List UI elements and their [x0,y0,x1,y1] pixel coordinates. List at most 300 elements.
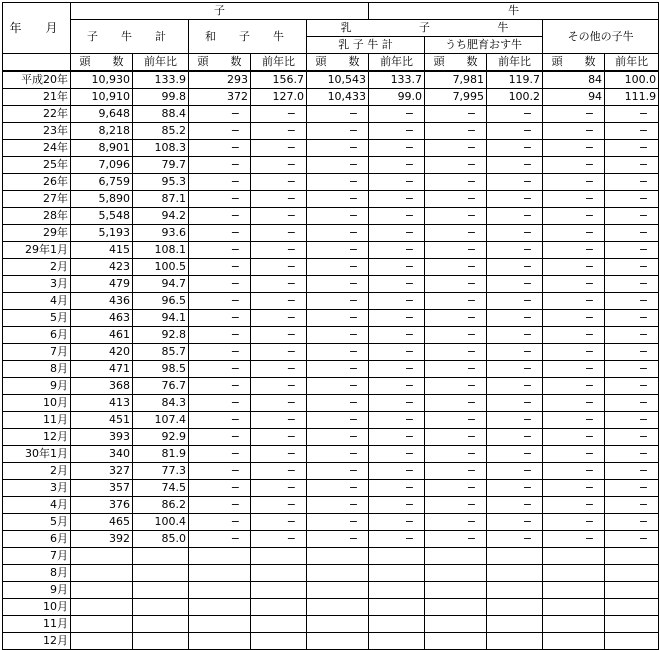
fattening-yoy-cell: − [487,327,543,344]
calf-count-cell: 423 [71,259,133,276]
dairy-yoy-cell: − [369,395,425,412]
calf-yoy-cell [133,565,189,582]
table-row [3,276,659,293]
period-cell: 6月 [3,531,71,548]
other-yoy-cell: − [605,157,659,174]
period-cell: 29年 [3,225,71,242]
calf-count-cell: 5,890 [71,191,133,208]
dairy-count-cell: − [307,276,369,293]
dairy-count-cell: − [307,344,369,361]
wagyu-yoy-cell: − [251,378,307,395]
table-row [3,140,659,157]
period-subheader [3,54,71,72]
wagyu-count-cell: − [189,463,251,480]
table-row [3,565,659,582]
dairy-yoy-cell [369,599,425,616]
fattening-yoy-cell: − [487,157,543,174]
other-yoy-cell: − [605,225,659,242]
table-row [3,242,659,259]
fattening-count-cell: − [425,157,487,174]
other-count-cell: − [543,157,605,174]
fattening-yoy-cell: − [487,276,543,293]
period-cell: 30年1月 [3,446,71,463]
table-row [3,225,659,242]
wagyu-yoy-cell: − [251,310,307,327]
calf-count-cell [71,582,133,599]
dairy-count-cell: − [307,191,369,208]
dairy-yoy-cell: − [369,174,425,191]
period-cell: 25年 [3,157,71,174]
period-cell: 9月 [3,582,71,599]
wagyu-count-cell: − [189,480,251,497]
calf-yoy-cell: 86.2 [133,497,189,514]
period-cell: 4月 [3,293,71,310]
period-cell: 8月 [3,565,71,582]
calf-yoy-cell: 92.9 [133,429,189,446]
dairy-yoy-cell [369,548,425,565]
wagyu-count-cell: − [189,514,251,531]
other-count-cell [543,599,605,616]
period-cell: 23年 [3,123,71,140]
wagyu-yoy-cell: − [251,140,307,157]
other-count-cell: − [543,395,605,412]
other-count-cell [543,616,605,633]
table-row [3,429,659,446]
fattening-count-cell: − [425,412,487,429]
other-yoy-cell: − [605,480,659,497]
wagyu-count-cell: − [189,259,251,276]
dairy-count-cell: − [307,395,369,412]
period-cell: 8月 [3,361,71,378]
table-row [3,446,659,463]
dairy-count-cell: − [307,497,369,514]
calf-yoy-cell: 85.7 [133,344,189,361]
fattening-yoy-cell: − [487,378,543,395]
calf-yoy-cell: 95.3 [133,174,189,191]
wagyu-yoy-subheader: 前年比 [251,54,307,72]
period-cell: 3月 [3,276,71,293]
table-row [3,582,659,599]
fattening-count-cell: − [425,259,487,276]
wagyu-count-cell: − [189,174,251,191]
dairy-yoy-cell: − [369,242,425,259]
period-cell: 2月 [3,259,71,276]
calf-yoy-cell: 84.3 [133,395,189,412]
year-month-header: 年 月 [3,3,71,54]
fattening-count-cell: − [425,497,487,514]
other-yoy-cell: − [605,208,659,225]
wagyu-count-subheader: 頭 数 [189,54,251,72]
calf-yoy-cell: 107.4 [133,412,189,429]
fattening-count-cell: − [425,208,487,225]
wagyu-count-cell [189,599,251,616]
other-count-cell [543,548,605,565]
fattening-count-cell: − [425,276,487,293]
fattening-count-cell: − [425,514,487,531]
fattening-count-cell: − [425,310,487,327]
period-cell: 7月 [3,344,71,361]
fattening-yoy-cell: − [487,242,543,259]
table-row [3,531,659,548]
dairy-yoy-cell: − [369,191,425,208]
dairy-yoy-cell: − [369,276,425,293]
wagyu-yoy-cell: − [251,276,307,293]
dairy-yoy-cell: − [369,259,425,276]
other-yoy-cell: − [605,378,659,395]
calf-yoy-cell: 108.3 [133,140,189,157]
fattening-yoy-cell: − [487,531,543,548]
dairy-count-cell: − [307,208,369,225]
other-count-cell: − [543,361,605,378]
fattening-count-cell: − [425,225,487,242]
calf-count-cell: 413 [71,395,133,412]
other-yoy-cell: − [605,174,659,191]
wagyu-count-cell: − [189,191,251,208]
calf-count-subheader: 頭 数 [71,54,133,72]
calf-count-cell: 8,901 [71,140,133,157]
fattening-yoy-cell: 100.2 [487,89,543,106]
table-row [3,327,659,344]
other-count-cell [543,582,605,599]
wagyu-yoy-cell: − [251,123,307,140]
fattening-yoy-cell [487,633,543,650]
wagyu-yoy-cell: − [251,191,307,208]
period-cell: 29年1月 [3,242,71,259]
other-yoy-cell: − [605,344,659,361]
wagyu-yoy-cell [251,565,307,582]
wagyu-yoy-cell: − [251,242,307,259]
dairy-count-cell: − [307,378,369,395]
wagyu-yoy-cell: − [251,174,307,191]
fattening-yoy-cell: − [487,463,543,480]
other-yoy-cell: − [605,327,659,344]
fattening-count-cell: − [425,174,487,191]
fattening-count-cell: − [425,378,487,395]
dairy-count-cell [307,599,369,616]
wagyu-yoy-cell: − [251,480,307,497]
table-row [3,412,659,429]
fattening-count-cell: 7,981 [425,71,487,89]
fattening-yoy-cell: − [487,497,543,514]
table-row [3,123,659,140]
fattening-yoy-cell: − [487,293,543,310]
other-count-cell: − [543,497,605,514]
table-row [3,395,659,412]
dairy-yoy-cell: 133.7 [369,71,425,89]
fattening-yoy-cell: − [487,174,543,191]
wagyu-yoy-cell [251,633,307,650]
dairy-yoy-cell: − [369,123,425,140]
other-count-cell: − [543,327,605,344]
calf-yoy-cell: 93.6 [133,225,189,242]
period-cell: 2月 [3,463,71,480]
calf-yoy-cell: 81.9 [133,446,189,463]
dairy-count-cell: − [307,259,369,276]
period-cell: 11月 [3,412,71,429]
dairy-count-cell: − [307,327,369,344]
table-row [3,293,659,310]
dairy-calf-total-header: 乳 子 牛 計 [307,37,425,54]
calf-yoy-subheader: 前年比 [133,54,189,72]
wagyu-count-cell: − [189,412,251,429]
calf-yoy-cell [133,616,189,633]
other-count-cell: − [543,225,605,242]
fattening-yoy-cell: − [487,480,543,497]
other-yoy-cell: 111.9 [605,89,659,106]
dairy-count-cell: − [307,480,369,497]
dairy-group-char-2: 子 [419,21,431,34]
other-yoy-cell: − [605,395,659,412]
calf-yoy-cell: 108.1 [133,242,189,259]
period-cell: 5月 [3,514,71,531]
calf-count-cell: 6,759 [71,174,133,191]
calf-yoy-cell: 94.7 [133,276,189,293]
period-cell: 5月 [3,310,71,327]
other-count-cell: − [543,276,605,293]
fattening-yoy-subheader: 前年比 [487,54,543,72]
wagyu-count-cell: − [189,123,251,140]
other-count-cell: − [543,293,605,310]
table-row [3,480,659,497]
dairy-count-cell: 10,433 [307,89,369,106]
fattening-count-subheader: 頭 数 [425,54,487,72]
wagyu-yoy-cell: − [251,259,307,276]
fattening-count-cell [425,616,487,633]
fattening-yoy-cell: − [487,225,543,242]
wagyu-yoy-cell [251,548,307,565]
table-row [3,71,659,89]
wagyu-count-cell: − [189,327,251,344]
calf-yoy-cell [133,582,189,599]
other-count-cell: − [543,208,605,225]
calf-count-cell: 5,193 [71,225,133,242]
dairy-count-cell: − [307,225,369,242]
dairy-yoy-cell [369,565,425,582]
calf-count-cell: 5,548 [71,208,133,225]
period-cell: 12月 [3,429,71,446]
fattening-count-cell: − [425,191,487,208]
other-count-cell: − [543,344,605,361]
calf-yoy-cell: 100.5 [133,259,189,276]
wagyu-yoy-cell: − [251,429,307,446]
other-yoy-cell: − [605,514,659,531]
fattening-yoy-cell: − [487,412,543,429]
header-row-2 [3,20,659,37]
dairy-count-cell: − [307,157,369,174]
table-row [3,191,659,208]
period-cell: 7月 [3,548,71,565]
calf-yoy-cell: 98.5 [133,361,189,378]
wagyu-yoy-cell: − [251,361,307,378]
other-count-cell: − [543,429,605,446]
table-row [3,310,659,327]
wagyu-count-cell: − [189,293,251,310]
fattening-yoy-cell: − [487,429,543,446]
calf-yoy-cell: 94.2 [133,208,189,225]
dairy-count-cell: − [307,361,369,378]
other-calves-header: その他の子牛 [543,20,659,54]
fattening-yoy-cell: − [487,514,543,531]
calf-yoy-cell: 85.2 [133,123,189,140]
fattening-count-cell: − [425,293,487,310]
other-yoy-cell [605,616,659,633]
other-yoy-cell: − [605,412,659,429]
fattening-yoy-cell: − [487,310,543,327]
dairy-yoy-cell [369,582,425,599]
period-cell: 10月 [3,599,71,616]
fattening-yoy-cell: 119.7 [487,71,543,89]
calf-count-cell: 327 [71,463,133,480]
calf-yoy-cell: 87.1 [133,191,189,208]
calf-count-cell: 461 [71,327,133,344]
other-yoy-cell: − [605,140,659,157]
calf-yoy-cell: 74.5 [133,480,189,497]
table-row [3,463,659,480]
calf-count-cell: 420 [71,344,133,361]
fattening-count-cell: − [425,344,487,361]
dairy-count-cell: − [307,514,369,531]
wagyu-yoy-cell: − [251,412,307,429]
dairy-count-cell: − [307,242,369,259]
calf-yoy-cell: 88.4 [133,106,189,123]
wagyu-yoy-cell: 127.0 [251,89,307,106]
wagyu-calf-header: 和 子 牛 [189,20,307,54]
period-cell: 24年 [3,140,71,157]
calf-count-cell [71,599,133,616]
other-count-cell: − [543,412,605,429]
fattening-count-cell: − [425,242,487,259]
dairy-count-cell [307,633,369,650]
period-cell: 平成20年 [3,71,71,89]
period-cell: 11月 [3,616,71,633]
calf-count-cell: 471 [71,361,133,378]
wagyu-count-cell: 293 [189,71,251,89]
wagyu-count-cell: − [189,344,251,361]
dairy-yoy-cell: − [369,480,425,497]
wagyu-yoy-cell: − [251,497,307,514]
calf-yoy-cell: 77.3 [133,463,189,480]
fattening-count-cell [425,565,487,582]
dairy-group-char-1: 乳 [340,21,352,34]
fattening-yoy-cell [487,582,543,599]
fattening-yoy-cell: − [487,123,543,140]
other-yoy-cell [605,633,659,650]
fattening-count-cell: − [425,429,487,446]
calf-yoy-cell: 94.1 [133,310,189,327]
wagyu-count-cell: − [189,361,251,378]
period-cell: 6月 [3,327,71,344]
fattening-count-cell [425,582,487,599]
fattening-yoy-cell: − [487,446,543,463]
table-row [3,89,659,106]
wagyu-count-cell: − [189,242,251,259]
other-yoy-cell: − [605,497,659,514]
other-count-cell: − [543,446,605,463]
calf-count-cell: 340 [71,446,133,463]
fattening-count-cell [425,633,487,650]
table-row [3,378,659,395]
fattening-yoy-cell [487,616,543,633]
dairy-yoy-cell: − [369,412,425,429]
table-row [3,157,659,174]
calf-count-cell: 10,910 [71,89,133,106]
wagyu-yoy-cell: − [251,531,307,548]
dairy-yoy-cell: − [369,293,425,310]
calf-yoy-cell: 96.5 [133,293,189,310]
other-yoy-cell: 100.0 [605,71,659,89]
wagyu-count-cell [189,616,251,633]
dairy-yoy-cell: 99.0 [369,89,425,106]
period-cell: 12月 [3,633,71,650]
wagyu-count-cell: 372 [189,89,251,106]
wagyu-yoy-cell [251,582,307,599]
calf-group-header-right: 牛 [369,3,659,20]
dairy-count-cell: − [307,531,369,548]
other-yoy-cell: − [605,259,659,276]
dairy-yoy-cell: − [369,446,425,463]
wagyu-count-cell: − [189,140,251,157]
period-cell: 21年 [3,89,71,106]
dairy-yoy-cell [369,616,425,633]
other-count-cell [543,565,605,582]
other-yoy-cell [605,599,659,616]
dairy-count-cell [307,616,369,633]
dairy-yoy-cell: − [369,497,425,514]
wagyu-yoy-cell: − [251,225,307,242]
wagyu-yoy-cell: − [251,446,307,463]
dairy-yoy-cell: − [369,514,425,531]
fattening-yoy-cell: − [487,191,543,208]
other-count-cell: 94 [543,89,605,106]
fattening-yoy-cell: − [487,208,543,225]
wagyu-count-cell: − [189,446,251,463]
fattening-yoy-cell [487,565,543,582]
fattening-male-header: うち肥育おす牛 [425,37,543,54]
other-count-cell: − [543,378,605,395]
fattening-yoy-cell [487,548,543,565]
dairy-yoy-cell: − [369,106,425,123]
other-count-cell: − [543,463,605,480]
calf-count-cell [71,633,133,650]
dairy-group-char-3: 牛 [497,21,509,34]
wagyu-count-cell [189,565,251,582]
wagyu-count-cell: − [189,378,251,395]
calf-yoy-cell [133,599,189,616]
fattening-yoy-cell: − [487,395,543,412]
wagyu-count-cell [189,633,251,650]
other-yoy-cell: − [605,293,659,310]
wagyu-yoy-cell: − [251,395,307,412]
period-cell: 4月 [3,497,71,514]
dairy-count-cell: − [307,106,369,123]
calf-count-cell: 479 [71,276,133,293]
wagyu-yoy-cell: − [251,463,307,480]
fattening-yoy-cell: − [487,344,543,361]
wagyu-yoy-cell [251,599,307,616]
calf-count-cell [71,565,133,582]
dairy-count-cell [307,582,369,599]
table-row [3,633,659,650]
dairy-count-cell: − [307,446,369,463]
fattening-count-cell: − [425,123,487,140]
other-yoy-cell: − [605,429,659,446]
fattening-yoy-cell [487,599,543,616]
other-yoy-cell [605,565,659,582]
wagyu-yoy-cell: − [251,327,307,344]
period-cell: 22年 [3,106,71,123]
wagyu-count-cell: − [189,106,251,123]
fattening-count-cell: − [425,361,487,378]
